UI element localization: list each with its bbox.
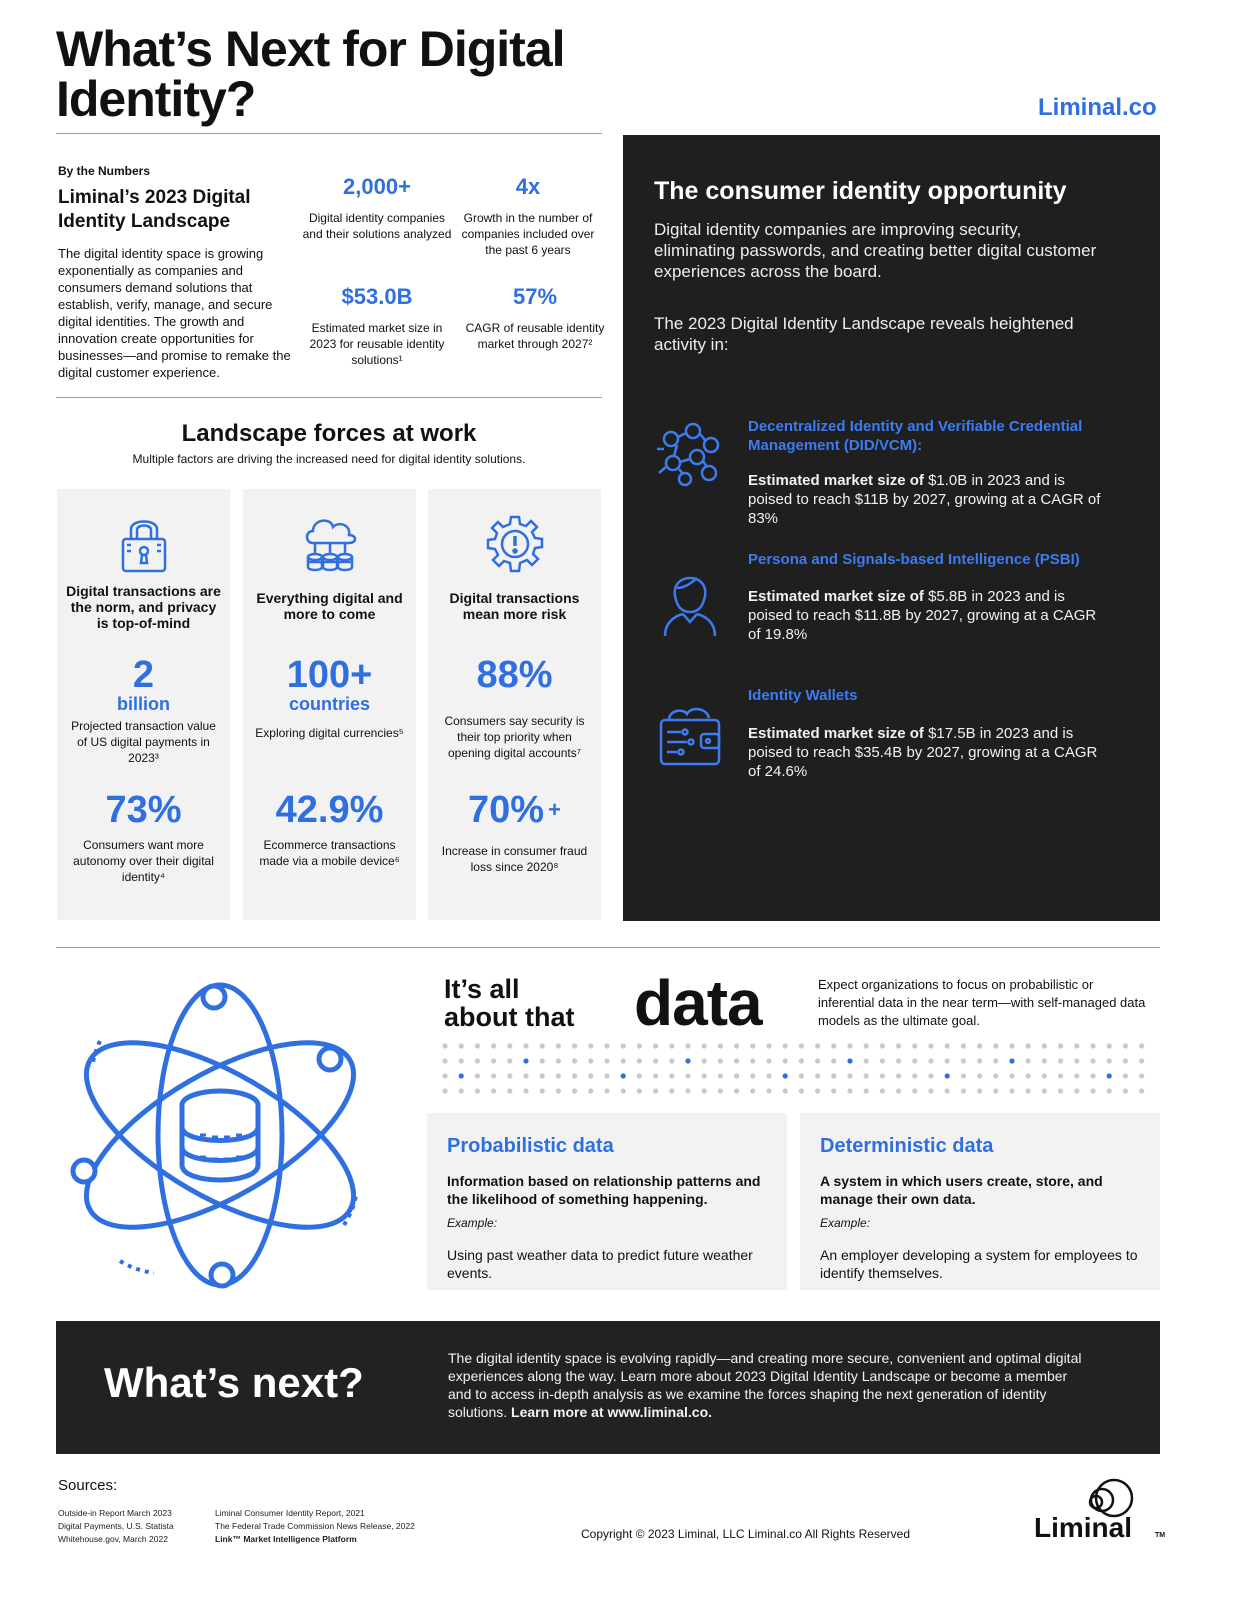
stat-value: 57% bbox=[512, 284, 558, 309]
pattern-dot bbox=[831, 1043, 836, 1048]
deterministic-data-card bbox=[800, 1113, 1160, 1290]
pattern-dot bbox=[1107, 1043, 1112, 1048]
stat-caption: CAGR of reusable identity market through 2027² bbox=[465, 321, 605, 351]
pattern-dot bbox=[556, 1043, 561, 1048]
force-heading: Digital transactions mean more risk bbox=[449, 590, 580, 622]
pattern-dot bbox=[475, 1058, 480, 1063]
pattern-dot bbox=[556, 1073, 561, 1078]
pattern-dot bbox=[540, 1043, 545, 1048]
force-stat-unit: billion bbox=[117, 694, 170, 714]
force-stat-caption: Projected transaction value of US digital payments in 2023³ bbox=[71, 719, 216, 765]
pattern-dot bbox=[864, 1073, 869, 1078]
force-stat-caption: Consumers want more autonomy over their digital identity⁴ bbox=[73, 838, 214, 884]
opportunity-reveal: The 2023 Digital Identity Landscape reveals heightened activity in: bbox=[654, 314, 1074, 354]
pattern-dot bbox=[1107, 1088, 1112, 1093]
pattern-dot bbox=[604, 1043, 609, 1048]
data-type-title: Probabilistic data bbox=[447, 1135, 614, 1157]
force-stat-unit: countries bbox=[288, 694, 371, 714]
pattern-dot bbox=[945, 1058, 950, 1063]
pattern-dot bbox=[637, 1073, 642, 1078]
stat-value: $53.0B bbox=[341, 284, 413, 309]
pattern-dot bbox=[961, 1058, 966, 1063]
brand-logo: Liminal bbox=[1034, 1512, 1133, 1543]
pattern-dot bbox=[945, 1073, 950, 1078]
pattern-dot bbox=[783, 1073, 788, 1078]
pattern-dot bbox=[669, 1058, 674, 1063]
pattern-dot bbox=[977, 1058, 982, 1063]
pattern-dot bbox=[685, 1043, 690, 1048]
pattern-dot bbox=[783, 1058, 788, 1063]
stat-caption: Digital identity companies and their solutions analyzed bbox=[302, 211, 452, 241]
force-stat-value: 73% bbox=[105, 789, 182, 831]
pattern-dot bbox=[766, 1058, 771, 1063]
pattern-dot bbox=[588, 1088, 593, 1093]
pattern-dot bbox=[945, 1088, 950, 1093]
page-title: What’s Next for Digital Identity? bbox=[56, 21, 565, 127]
pattern-dot bbox=[1090, 1043, 1095, 1048]
pattern-dot bbox=[1139, 1088, 1144, 1093]
example-label: Example: bbox=[447, 1216, 498, 1230]
data-expect-text: Expect organizations to focus on probabilistic or inferential data in the near term—with self-managed data models as the ultimate goal. bbox=[818, 977, 1146, 1028]
force-stat-value: 42.9% bbox=[275, 789, 384, 831]
cloud-database-icon bbox=[299, 513, 361, 575]
pattern-dot bbox=[799, 1073, 804, 1078]
pattern-dot bbox=[799, 1058, 804, 1063]
pattern-dot bbox=[702, 1043, 707, 1048]
pattern-dot bbox=[459, 1073, 464, 1078]
segment-title: Identity Wallets bbox=[748, 687, 858, 704]
pattern-dot bbox=[815, 1043, 820, 1048]
section-heading: Liminal’s 2023 Digital Identity Landscape bbox=[58, 187, 251, 232]
pattern-dot bbox=[1123, 1058, 1128, 1063]
pattern-dot bbox=[718, 1043, 723, 1048]
wallet-icon bbox=[653, 700, 727, 774]
pattern-dot bbox=[1026, 1073, 1031, 1078]
pattern-dot bbox=[831, 1058, 836, 1063]
stat-growth bbox=[453, 174, 603, 258]
whats-next-title: What’s next? bbox=[104, 1359, 364, 1406]
pattern-dot bbox=[880, 1088, 885, 1093]
pattern-dot bbox=[1074, 1073, 1079, 1078]
pattern-dot bbox=[621, 1073, 626, 1078]
pattern-dot bbox=[637, 1043, 642, 1048]
pattern-dot bbox=[669, 1088, 674, 1093]
pattern-dot bbox=[928, 1043, 933, 1048]
pattern-dot bbox=[847, 1073, 852, 1078]
pattern-dot bbox=[540, 1058, 545, 1063]
pattern-dot bbox=[977, 1073, 982, 1078]
pattern-dot bbox=[815, 1058, 820, 1063]
pattern-dot bbox=[572, 1073, 577, 1078]
force-stat-caption: Ecommerce transactions made via a mobile device⁶ bbox=[259, 838, 400, 868]
pattern-dot bbox=[880, 1058, 885, 1063]
pattern-dot bbox=[718, 1088, 723, 1093]
data-word: data bbox=[634, 967, 762, 1039]
pattern-dot bbox=[766, 1088, 771, 1093]
pattern-dot bbox=[1123, 1073, 1128, 1078]
dot-pattern bbox=[440, 1040, 1155, 1096]
force-stat-caption: Exploring digital currencies⁵ bbox=[255, 726, 404, 740]
network-people-icon bbox=[653, 417, 727, 491]
pattern-dot bbox=[702, 1073, 707, 1078]
stat-market-size bbox=[302, 284, 452, 368]
pattern-dot bbox=[523, 1088, 528, 1093]
pattern-dot bbox=[685, 1073, 690, 1078]
pattern-dot bbox=[961, 1073, 966, 1078]
pattern-dot bbox=[1107, 1073, 1112, 1078]
force-stat-value: 88% bbox=[476, 654, 553, 696]
segment-description: Estimated market size of $1.0B in 2023 and is poised to reach $11B by 2027, growing at a CAGR of 83% bbox=[748, 472, 1101, 527]
pattern-dot bbox=[523, 1043, 528, 1048]
pattern-dot bbox=[1058, 1073, 1063, 1078]
pattern-dot bbox=[734, 1043, 739, 1048]
pattern-dot bbox=[961, 1043, 966, 1048]
pattern-dot bbox=[864, 1043, 869, 1048]
force-stat-value: 2 bbox=[132, 654, 155, 696]
pattern-dot bbox=[847, 1058, 852, 1063]
pattern-dot bbox=[459, 1058, 464, 1063]
pattern-dot bbox=[507, 1058, 512, 1063]
copyright: Copyright © 2023 Liminal, LLC Liminal.co All Rights Reserved bbox=[581, 1527, 910, 1541]
pattern-dot bbox=[993, 1043, 998, 1048]
pattern-dot bbox=[734, 1088, 739, 1093]
pattern-dot bbox=[1009, 1043, 1014, 1048]
segment-title: Persona and Signals-based Intelligence (PSBI) bbox=[748, 551, 1080, 568]
pattern-dot bbox=[1042, 1058, 1047, 1063]
pattern-dot bbox=[653, 1058, 658, 1063]
probabilistic-data-card bbox=[427, 1113, 787, 1290]
pattern-dot bbox=[1042, 1073, 1047, 1078]
pattern-dot bbox=[864, 1088, 869, 1093]
divider bbox=[56, 947, 1160, 948]
pattern-dot bbox=[507, 1043, 512, 1048]
pattern-dot bbox=[1090, 1088, 1095, 1093]
sources-label: Sources: bbox=[58, 1477, 118, 1494]
pattern-dot bbox=[766, 1043, 771, 1048]
pattern-dot bbox=[507, 1088, 512, 1093]
pattern-dot bbox=[685, 1088, 690, 1093]
pattern-dot bbox=[572, 1088, 577, 1093]
pattern-dot bbox=[928, 1058, 933, 1063]
pattern-dot bbox=[1123, 1088, 1128, 1093]
pattern-dot bbox=[1074, 1043, 1079, 1048]
pattern-dot bbox=[637, 1088, 642, 1093]
pattern-dot bbox=[1139, 1073, 1144, 1078]
pattern-dot bbox=[669, 1043, 674, 1048]
sources-column-1: Outside-in Report March 2023 Digital Payments, U.S. Statista Whitehouse.gov, March 2022 bbox=[58, 1508, 174, 1544]
pattern-dot bbox=[750, 1073, 755, 1078]
stat-companies bbox=[302, 174, 452, 242]
pattern-dot bbox=[993, 1073, 998, 1078]
pattern-dot bbox=[734, 1058, 739, 1063]
segment-description: Estimated market size of $5.8B in 2023 and is poised to reach $11.8B by 2027, growing at a CAGR of 19.8% bbox=[748, 588, 1097, 643]
pattern-dot bbox=[1026, 1058, 1031, 1063]
pattern-dot bbox=[945, 1043, 950, 1048]
lock-icon bbox=[113, 513, 175, 575]
pattern-dot bbox=[572, 1058, 577, 1063]
pattern-dot bbox=[1058, 1088, 1063, 1093]
stat-caption: Estimated market size in 2023 for reusable identity solutions¹ bbox=[309, 321, 445, 367]
stat-value: 2,000+ bbox=[343, 174, 411, 199]
stat-cagr bbox=[460, 284, 610, 352]
pattern-dot bbox=[604, 1058, 609, 1063]
pattern-dot bbox=[442, 1058, 447, 1063]
divider bbox=[56, 397, 602, 398]
pattern-dot bbox=[702, 1058, 707, 1063]
segment-description: Estimated market size of $17.5B in 2023 and is poised to reach $35.4B by 2027, growing at a CAGR of 24.6% bbox=[748, 725, 1098, 780]
pattern-dot bbox=[442, 1073, 447, 1078]
force-heading: Everything digital and more to come bbox=[256, 590, 403, 622]
pattern-dot bbox=[815, 1088, 820, 1093]
pattern-dot bbox=[491, 1073, 496, 1078]
pattern-dot bbox=[1009, 1088, 1014, 1093]
forces-subtitle: Multiple factors are driving the increased need for digital identity solutions. bbox=[132, 452, 526, 466]
pattern-dot bbox=[1058, 1058, 1063, 1063]
pattern-dot bbox=[896, 1073, 901, 1078]
data-type-definition: Information based on relationship patterns and the likelihood of something happening. bbox=[447, 1173, 761, 1207]
pattern-dot bbox=[1042, 1043, 1047, 1048]
pattern-dot bbox=[831, 1088, 836, 1093]
pattern-dot bbox=[783, 1043, 788, 1048]
pattern-dot bbox=[653, 1073, 658, 1078]
pattern-dot bbox=[523, 1058, 528, 1063]
pattern-dot bbox=[993, 1088, 998, 1093]
opportunity-title: The consumer identity opportunity bbox=[654, 177, 1067, 205]
example-label: Example: bbox=[820, 1216, 871, 1230]
force-stat-caption: Increase in consumer fraud loss since 2020⁸ bbox=[441, 844, 588, 874]
stat-caption: Growth in the number of companies included over the past 6 years bbox=[461, 211, 595, 257]
pattern-dot bbox=[1042, 1088, 1047, 1093]
pattern-dot bbox=[977, 1088, 982, 1093]
pattern-dot bbox=[961, 1088, 966, 1093]
force-card-risk bbox=[428, 489, 601, 920]
pattern-dot bbox=[669, 1073, 674, 1078]
pattern-dot bbox=[750, 1043, 755, 1048]
pattern-dot bbox=[491, 1043, 496, 1048]
pattern-dot bbox=[442, 1088, 447, 1093]
whats-next-body: The digital identity space is evolving rapidly—and creating more secure, convenient and optimal digital experiences along the way. Learn more about 2023 Digital Identity Landscape or become a member and to access in-depth analysis as we examine the forces shaping the next generation of identity solutions. Learn more at www.liminal.co. bbox=[448, 1350, 1082, 1420]
pattern-dot bbox=[928, 1088, 933, 1093]
pattern-dot bbox=[621, 1058, 626, 1063]
pattern-dot bbox=[556, 1058, 561, 1063]
pattern-dot bbox=[507, 1073, 512, 1078]
pattern-dot bbox=[475, 1073, 480, 1078]
force-card-privacy bbox=[57, 489, 230, 920]
pattern-dot bbox=[1090, 1073, 1095, 1078]
pattern-dot bbox=[799, 1043, 804, 1048]
pattern-dot bbox=[621, 1088, 626, 1093]
pattern-dot bbox=[588, 1043, 593, 1048]
pattern-dot bbox=[702, 1088, 707, 1093]
section-kicker: By the Numbers bbox=[58, 164, 151, 178]
pattern-dot bbox=[912, 1088, 917, 1093]
pattern-dot bbox=[1107, 1058, 1112, 1063]
pattern-dot bbox=[1074, 1088, 1079, 1093]
pattern-dot bbox=[491, 1058, 496, 1063]
pattern-dot bbox=[1139, 1043, 1144, 1048]
sources-column-2: Liminal Consumer Identity Report, 2021 The Federal Trade Commission News Release, 2022 Link™ Market Intelligence Platform bbox=[215, 1508, 415, 1544]
pattern-dot bbox=[847, 1043, 852, 1048]
divider bbox=[56, 133, 602, 134]
pattern-dot bbox=[928, 1073, 933, 1078]
person-icon bbox=[653, 562, 727, 636]
pattern-dot bbox=[815, 1073, 820, 1078]
pattern-dot bbox=[912, 1043, 917, 1048]
pattern-dot bbox=[831, 1073, 836, 1078]
segment-title: Decentralized Identity and Verifiable Credential Management (DID/VCM): bbox=[748, 418, 1083, 454]
section-body: The digital identity space is growing exponentially as companies and consumers demand solutions that establish, verify, manage, and secure digital identities. The growth and innovation create opportunities for businesses—and promise to remake the digital customer experience. bbox=[58, 246, 291, 380]
pattern-dot bbox=[491, 1088, 496, 1093]
pattern-dot bbox=[1009, 1058, 1014, 1063]
force-heading: Digital transactions are the norm, and privacy is top-of-mind bbox=[66, 583, 221, 631]
example-text: Using past weather data to predict future weather events. bbox=[447, 1247, 753, 1281]
force-card-digital bbox=[243, 489, 416, 920]
pattern-dot bbox=[588, 1058, 593, 1063]
pattern-dot bbox=[604, 1073, 609, 1078]
force-stat-value: 70% + bbox=[468, 789, 561, 831]
pattern-dot bbox=[1090, 1058, 1095, 1063]
pattern-dot bbox=[896, 1058, 901, 1063]
pattern-dot bbox=[1026, 1043, 1031, 1048]
pattern-dot bbox=[880, 1043, 885, 1048]
brand-trademark: TM bbox=[1155, 1532, 1166, 1539]
forces-title: Landscape forces at work bbox=[181, 420, 477, 447]
pattern-dot bbox=[847, 1088, 852, 1093]
opportunity-intro: Digital identity companies are improving security, eliminating passwords, and creating better digital customer experiences across the board. bbox=[654, 220, 1097, 281]
pattern-dot bbox=[685, 1058, 690, 1063]
pattern-dot bbox=[1058, 1043, 1063, 1048]
pattern-dot bbox=[766, 1073, 771, 1078]
opportunity-panel bbox=[623, 135, 1160, 921]
pattern-dot bbox=[556, 1088, 561, 1093]
pattern-dot bbox=[459, 1043, 464, 1048]
pattern-dot bbox=[864, 1058, 869, 1063]
pattern-dot bbox=[783, 1088, 788, 1093]
pattern-dot bbox=[637, 1058, 642, 1063]
pattern-dot bbox=[1009, 1073, 1014, 1078]
whats-next-band bbox=[56, 1321, 1160, 1454]
pattern-dot bbox=[653, 1088, 658, 1093]
pattern-dot bbox=[750, 1058, 755, 1063]
pattern-dot bbox=[621, 1043, 626, 1048]
pattern-dot bbox=[442, 1043, 447, 1048]
pattern-dot bbox=[750, 1088, 755, 1093]
pattern-dot bbox=[912, 1058, 917, 1063]
pattern-dot bbox=[718, 1073, 723, 1078]
pattern-dot bbox=[523, 1073, 528, 1078]
pattern-dot bbox=[604, 1088, 609, 1093]
data-lead: It’s all about that bbox=[444, 974, 575, 1032]
pattern-dot bbox=[1139, 1058, 1144, 1063]
pattern-dot bbox=[1123, 1043, 1128, 1048]
pattern-dot bbox=[1026, 1088, 1031, 1093]
pattern-dot bbox=[977, 1043, 982, 1048]
pattern-dot bbox=[572, 1043, 577, 1048]
data-type-title: Deterministic data bbox=[820, 1135, 994, 1157]
pattern-dot bbox=[734, 1073, 739, 1078]
pattern-dot bbox=[1074, 1058, 1079, 1063]
pattern-dot bbox=[799, 1088, 804, 1093]
pattern-dot bbox=[896, 1043, 901, 1048]
data-type-definition: A system in which users create, store, and manage their own data. bbox=[820, 1173, 1103, 1207]
atom-database-illustration bbox=[60, 975, 380, 1295]
stat-value: 4x bbox=[515, 174, 541, 199]
pattern-dot bbox=[718, 1058, 723, 1063]
pattern-dot bbox=[880, 1073, 885, 1078]
pattern-dot bbox=[588, 1073, 593, 1078]
site-link[interactable]: Liminal.co bbox=[1038, 94, 1157, 121]
learn-more-link[interactable]: Learn more at www.liminal.co. bbox=[511, 1404, 713, 1420]
pattern-dot bbox=[912, 1073, 917, 1078]
pattern-dot bbox=[540, 1088, 545, 1093]
pattern-dot bbox=[459, 1088, 464, 1093]
pattern-dot bbox=[475, 1043, 480, 1048]
pattern-dot bbox=[653, 1043, 658, 1048]
pattern-dot bbox=[993, 1058, 998, 1063]
pattern-dot bbox=[475, 1088, 480, 1093]
force-stat-caption: Consumers say security is their top priority when opening digital accounts⁷ bbox=[444, 714, 585, 760]
gear-alert-icon bbox=[484, 513, 546, 575]
force-stat-value: 100+ bbox=[286, 654, 373, 696]
pattern-dot bbox=[540, 1073, 545, 1078]
example-text: An employer developing a system for employees to identify themselves. bbox=[820, 1247, 1138, 1281]
pattern-dot bbox=[896, 1088, 901, 1093]
